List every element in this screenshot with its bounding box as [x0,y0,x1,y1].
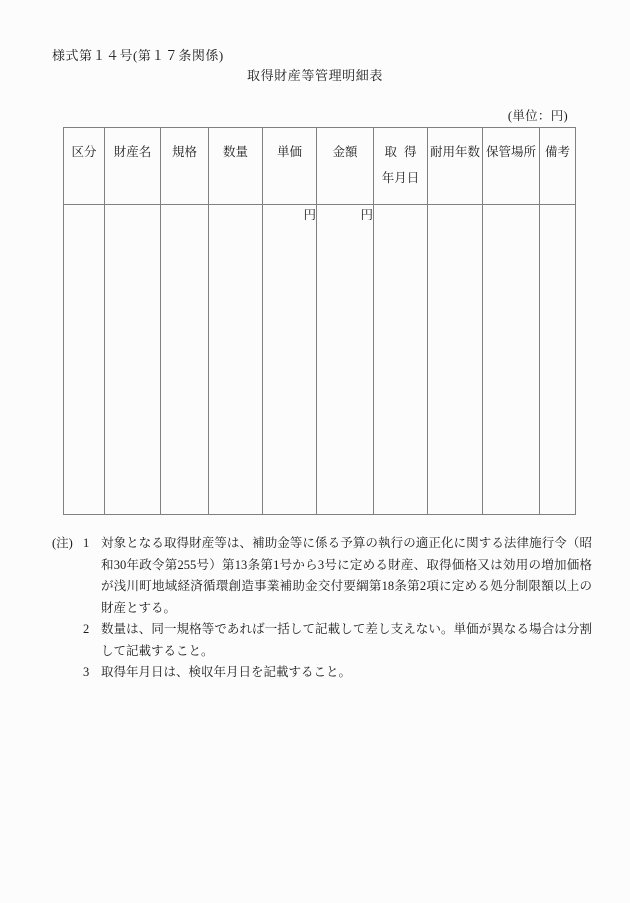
cell-suryo[interactable] [209,205,263,515]
cell-kingaku[interactable]: 円 [317,205,374,515]
note-item-1 [52,533,592,619]
column-header-kikaku [161,128,209,205]
cell-biko[interactable] [540,205,576,515]
asset-detail-table [63,127,576,515]
unit-note: (単位：円) [507,109,568,123]
note-text-1: 対象となる取得財産等は、補助金等に係る予算の執行の適正化に関する法律施行令（昭和30年政令第255号）第13条第1号から3号に定める財産、取得価格又は効用の増加価格が浅川町地域経済循環創造事業補助金交付要綱第18条第2項に定める処分制限額以上の財産とする。 [101,536,592,615]
column-header-suryo [209,128,263,205]
column-header-shutoku-line2: 年月日 [381,171,420,185]
cell-hokan[interactable] [483,205,540,515]
note-number-2: 2 [83,622,90,636]
cell-shutoku-date[interactable] [374,205,428,515]
cell-kubun[interactable] [64,205,105,515]
column-header-shutoku-date [374,128,428,205]
note-item-3 [52,662,592,684]
column-header-kingaku [317,128,374,205]
table-header-row [64,128,576,205]
note-number-1: 1 [83,536,90,550]
column-header-tanka-line1: 単価 [276,145,302,159]
cell-kikaku[interactable] [161,205,209,515]
column-header-kingaku-line1: 金額 [332,145,358,159]
page-title: 取得財産等管理明細表 [246,68,383,83]
column-header-hokan-line1: 保管場所 [485,145,536,159]
column-header-zaisan [105,128,161,205]
cell-tainen[interactable] [428,205,483,515]
table-row [64,205,576,515]
note-item-2 [52,619,592,662]
column-header-hokan [483,128,540,205]
column-header-biko [540,128,576,205]
note-text-2: 数量は、同一規格等であれば一括して記載して差し支えない。単価が異なる場合は分割して記載すること。 [101,622,592,658]
cell-zaisan[interactable] [105,205,161,515]
column-header-tainen-line1: 耐用年数 [429,145,480,159]
column-header-suryo-line1: 数量 [222,145,248,159]
column-header-kubun [64,128,105,205]
column-header-biko-line1: 備考 [544,145,570,159]
column-header-kubun-line1: 区分 [71,145,97,159]
note-text-3: 取得年月日は、検収年月日を記載すること。 [101,665,352,679]
column-header-zaisan-line1: 財産名 [113,145,152,159]
cell-tanka[interactable]: 円 [263,205,317,515]
notes-section [52,533,592,684]
note-number-3: 3 [83,665,90,679]
column-header-shutoku-line1: 取得 [384,145,424,159]
column-header-kikaku-line1: 規格 [171,145,197,159]
notes-label: (注) [52,536,73,550]
column-header-tainen [428,128,483,205]
column-header-tanka [263,128,317,205]
form-number: 様式第１４号(第１７条関係) [52,48,224,63]
